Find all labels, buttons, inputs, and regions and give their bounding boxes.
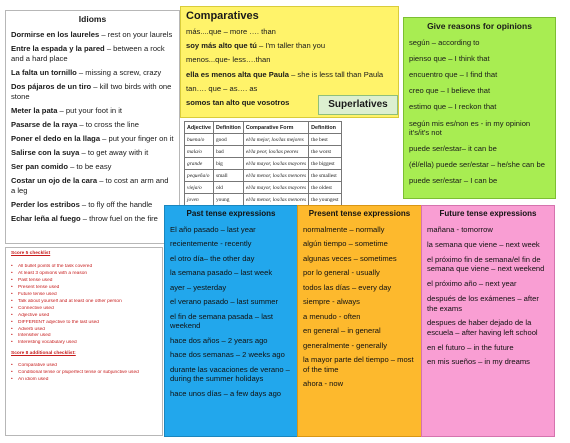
idiom-english: – to cross the line: [77, 120, 139, 130]
superlatives-cell: mala/o: [185, 146, 214, 158]
past-tense-item: la semana pasado – last week: [170, 268, 273, 278]
idiom-item: [11, 106, 174, 116]
reason-item: estimo que – I reckon that: [409, 102, 497, 112]
future-tense-title: Future tense expressions: [439, 209, 537, 218]
comparative-line: [186, 27, 393, 36]
idiom-english: – missing a screw, crazy: [76, 68, 162, 78]
past-tense-item: hace dos años – 2 years ago: [170, 335, 268, 345]
checklist-item: • Interesting vocabulary used: [11, 340, 157, 347]
idiom-english: – to be easy: [67, 162, 112, 172]
reasons-title: Give reasons for opinions: [427, 21, 532, 31]
present-tense-item: la mayor parte del tiempo – most of the time: [303, 355, 414, 374]
present-tense-title: Present tense expressions: [308, 209, 411, 218]
superlatives-cell: el/la mejor, los/las mejores: [243, 134, 308, 146]
past-tense-item: durante las vacaciones de verano – during the summer holidays: [170, 364, 290, 384]
idiom-english: – to get away with it: [79, 148, 149, 158]
present-tense-item: algún tiempo – sometime: [303, 239, 388, 249]
checklist-item: • Conditional tense or pluperfect tense or subjunctive used: [11, 370, 157, 377]
present-tense-item: algunas veces – sometimes: [303, 253, 397, 263]
superlatives-header-row: [185, 122, 342, 134]
superlatives-cell: the best: [309, 134, 341, 146]
reasons-panel: [403, 17, 556, 199]
superlatives-cell: big: [213, 158, 243, 170]
future-tense-item: en mis sueños – in my dreams: [427, 357, 530, 367]
superlatives-header-cell: Comparative Form: [243, 122, 308, 134]
idioms-list: [11, 30, 174, 224]
idioms-panel: [5, 10, 180, 244]
past-tense-item: hace dos semanas – 2 weeks ago: [170, 350, 285, 360]
idiom-item: [11, 148, 174, 158]
reason-item: (él/ella) puede ser/estar – he/she can be: [409, 159, 545, 169]
present-tense-list: [303, 225, 416, 389]
superlatives-cell: vieja/o: [185, 182, 214, 194]
superlatives-table: [184, 121, 342, 206]
present-tense-item: normalmente – normally: [303, 225, 385, 234]
checklist-title-score8: Score 8 additional checklist:: [11, 351, 76, 357]
past-tense-item: recientemente - recently: [170, 239, 252, 249]
past-tense-item: El año pasado – last year: [170, 225, 256, 234]
superlatives-cell: joven: [185, 194, 214, 206]
present-tense-item: ahora - now: [303, 379, 344, 389]
future-tense-panel: [421, 205, 555, 437]
superlatives-cell: buena/o: [185, 134, 214, 146]
checklist-score5-list: [11, 264, 157, 347]
superlatives-cell: the oldest: [309, 182, 341, 194]
checklist-item: • Talk about yourself and at least one other person: [11, 299, 157, 306]
idiom-item: [11, 82, 174, 102]
checklist-panel: [5, 247, 163, 436]
comparative-line: [186, 41, 393, 50]
superlatives-cell: young: [213, 194, 243, 206]
idiom-item: [11, 44, 174, 64]
idiom-spanish: La falta un tornillo: [11, 68, 77, 78]
future-tense-item: la semana que viene – next week: [427, 239, 540, 249]
idiom-english: – rest on your laurels: [99, 30, 173, 40]
superlatives-row: [185, 170, 342, 182]
idiom-english: – to cost an arm and a leg: [11, 176, 169, 196]
superlatives-cell: el/la menor, los/las menores: [243, 194, 308, 206]
idiom-item: [11, 176, 174, 196]
comparative-text: tan…. que – as…. as: [186, 83, 258, 93]
superlatives-row: [185, 194, 342, 206]
future-tense-item: en el futuro – in the future: [427, 342, 514, 352]
comparative-text: ella es menos alta que Paula: [186, 69, 289, 79]
reason-item: según – according to: [409, 38, 480, 47]
idiom-spanish: Meter la pata: [11, 106, 58, 116]
idioms-title: Idioms: [78, 14, 107, 24]
checklist-item: • Comparative used: [11, 363, 157, 370]
past-tense-item: ayer – yesterday: [170, 282, 227, 292]
idiom-item: [11, 200, 174, 210]
idiom-spanish: Dormirse en los laureles: [11, 30, 100, 40]
idiom-item: [11, 214, 174, 224]
superlatives-cell: el/la menor, los/las menores: [243, 170, 308, 182]
superlatives-row: [185, 158, 342, 170]
reason-item: encuentro que – I find that: [409, 70, 498, 80]
past-tense-item: hace unos días – a few days ago: [170, 388, 282, 398]
reasons-list: [409, 38, 550, 185]
idiom-spanish: Ser pan comido: [11, 162, 68, 172]
past-tense-title: Past tense expressions: [186, 209, 276, 218]
checklist-item: • Intensifier used: [11, 333, 157, 340]
comparative-line: [186, 55, 393, 64]
superlatives-cell: good: [213, 134, 243, 146]
past-tense-item: el otro día– the other day: [170, 253, 255, 263]
future-tense-item: después de los exámenes – after the exams: [427, 293, 539, 313]
present-tense-item: a menudo - often: [303, 311, 361, 321]
idiom-spanish: Dos pájaros de un tiro: [11, 82, 92, 92]
checklist-item: • At least 3 opinions with a reason: [11, 271, 157, 278]
present-tense-item: siempre - always: [303, 297, 360, 307]
superlatives-cell: pequeña/o: [185, 170, 214, 182]
superlatives-header-cell: Adjective: [185, 122, 214, 134]
idiom-spanish: Pasarse de la raya: [11, 120, 78, 130]
superlatives-cell: the worst: [309, 146, 341, 158]
idiom-spanish: Salirse con la suya: [11, 148, 80, 158]
superlatives-cell: the smallest: [309, 170, 341, 182]
idiom-spanish: Perder los estribos: [11, 200, 80, 210]
superlatives-header-cell: Definition: [309, 122, 341, 134]
past-tense-item: el fin de semana pasada – last weekend: [170, 311, 274, 331]
idiom-spanish: Entre la espada y la pared: [11, 44, 105, 54]
superlatives-row: [185, 146, 342, 158]
idiom-item: [11, 68, 174, 78]
future-tense-item: el próximo fin de semana/el fin de semana que viene – next weekend: [427, 254, 545, 274]
checklist-title-score5: Score 5 checklist: [11, 251, 51, 256]
checklist-item: • Adverb used: [11, 327, 157, 334]
checklist-item: • Adjective used: [11, 313, 157, 320]
superlatives-cell: old: [213, 182, 243, 194]
idiom-item: [11, 162, 174, 172]
idiom-english: – between a rock and a hard place: [11, 44, 165, 64]
checklist-item: • Present tense used: [11, 285, 157, 292]
comparatives-title: Comparatives: [186, 10, 259, 22]
idiom-item: [11, 134, 174, 144]
idiom-item: [11, 120, 174, 130]
superlatives-label: Superlatives: [318, 95, 398, 115]
reason-item: según mis es/non es - in my opinion it's/it's not: [409, 118, 531, 137]
checklist-item: • DIFFERENT adjective to the last used: [11, 320, 157, 327]
future-tense-item: mañana - tomorrow: [427, 225, 493, 235]
checklist-item: • Past tense used: [11, 278, 157, 285]
idiom-spanish: Costar un ojo de la cara: [11, 176, 98, 186]
superlatives-row: [185, 182, 342, 194]
superlatives-cell: the biggest: [309, 158, 341, 170]
past-tense-item: el verano pasado – last summer: [170, 297, 279, 307]
comparative-line: [186, 70, 393, 79]
superlatives-header-cell: Definition: [213, 122, 243, 134]
comparative-translation: – I'm taller than you: [256, 41, 326, 51]
superlatives-cell: el/la peor, los/las peores: [243, 146, 308, 158]
comparative-text: más....que – more …. than: [186, 27, 276, 37]
superlatives-body: [185, 134, 342, 206]
checklist-item: • Future tense used: [11, 292, 157, 299]
idiom-item: [11, 30, 174, 40]
present-tense-item: por lo general - usually: [303, 268, 380, 278]
comparative-text: soy más alto que tú: [186, 41, 257, 51]
superlatives-cell: the youngest: [309, 194, 341, 206]
present-tense-item: generalmente - generally: [303, 340, 388, 350]
superlatives-row: [185, 134, 342, 146]
idiom-spanish: Echar leña al fuego: [11, 214, 81, 224]
future-tense-item: despues de haber dejado de la escuela – after having left school: [427, 318, 538, 337]
reason-item: pienso que – I think that: [409, 54, 490, 64]
idiom-english: – put your foot in it: [57, 106, 123, 116]
idiom-spanish: Poner el dedo en la llaga: [11, 134, 101, 144]
past-tense-list: [170, 225, 292, 398]
reason-item: puede ser/estar – I can be: [409, 175, 498, 185]
comparative-text: somos tan alto que vosotros: [186, 97, 290, 107]
checklist-score8-list: [11, 363, 157, 384]
comparative-text: menos...que- less….than: [186, 55, 271, 65]
comparative-line: [186, 84, 393, 93]
superlatives-cell: el/la mayor, los/las mayores: [243, 158, 308, 170]
idiom-english: – put your finger on it: [100, 134, 174, 144]
future-tense-item: el próximo año – next year: [427, 279, 517, 289]
checklist-item: • An idiom used: [11, 377, 157, 384]
present-tense-item: en general – in general: [303, 326, 381, 336]
superlatives-cell: bad: [213, 146, 243, 158]
present-tense-panel: [297, 205, 422, 437]
reason-item: puede ser/estar– it can be: [409, 143, 497, 153]
checklist-item: • All bullet points of the task covered: [11, 264, 157, 271]
present-tense-item: todos las días – every day: [303, 282, 392, 292]
comparative-translation: – she is less tall than Paula: [288, 69, 384, 79]
idiom-english: – kill two birds with one stone: [11, 82, 172, 102]
past-tense-panel: [164, 205, 298, 437]
idiom-english: – throw fuel on the fire: [80, 214, 158, 224]
superlatives-cell: el/la mayor, los/las mayores: [243, 182, 308, 194]
checklist-item: • Connective used: [11, 306, 157, 313]
superlatives-cell: grande: [185, 158, 214, 170]
future-tense-list: [427, 225, 549, 367]
idiom-english: – to fly off the handle: [79, 200, 153, 210]
reason-item: creo que – I believe that: [409, 86, 491, 96]
superlatives-cell: small: [213, 170, 243, 182]
